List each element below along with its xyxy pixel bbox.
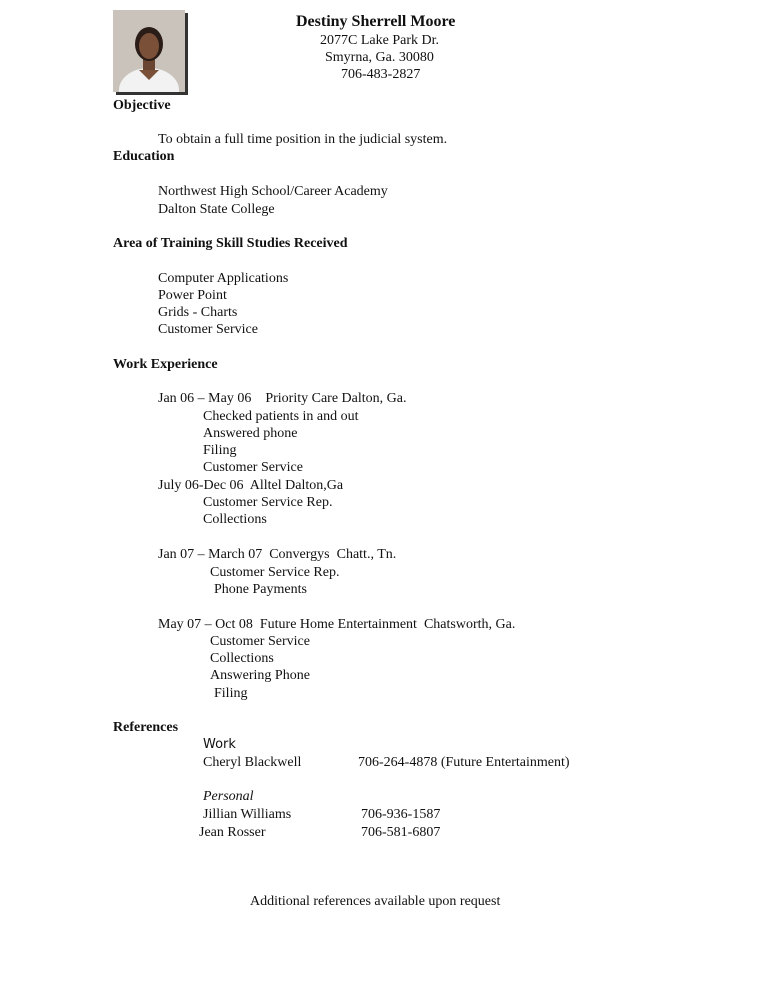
job-title: July 06-Dec 06 Alltel Dalton,Ga xyxy=(158,478,344,493)
reference-name: Cheryl Blackwell xyxy=(203,755,302,770)
job-duty: Collections xyxy=(210,651,274,666)
personal-references-label: Personal xyxy=(203,789,254,804)
job-duty: Answered phone xyxy=(203,426,298,441)
job-duty: Collections xyxy=(203,512,267,527)
reference-phone: 706-936-1587 xyxy=(361,807,441,822)
job-duty: Answering Phone xyxy=(210,668,310,683)
contact-phone: 706-483-2827 xyxy=(341,67,421,82)
portrait-photo xyxy=(113,10,185,92)
job-duty: Customer Service xyxy=(210,634,310,649)
job-title: May 07 – Oct 08 Future Home Entertainment Chatsworth, Ga. xyxy=(158,617,516,632)
work-experience-heading: Work Experience xyxy=(113,357,218,372)
education-heading: Education xyxy=(113,149,175,164)
applicant-name: Destiny Sherrell Moore xyxy=(296,13,456,30)
work-references-label: Work xyxy=(203,737,236,752)
address-line-2: Smyrna, Ga. 30080 xyxy=(325,50,434,65)
objective-heading: Objective xyxy=(113,98,171,113)
objective-text: To obtain a full time position in the judicial system. xyxy=(158,132,448,147)
references-heading: References xyxy=(113,720,179,735)
references-footer-note: Additional references available upon request xyxy=(250,894,501,909)
job-title: Jan 07 – March 07 Convergys Chatt., Tn. xyxy=(158,547,397,562)
job-duty: Checked patients in and out xyxy=(203,409,359,424)
reference-name: Jillian Williams xyxy=(203,807,292,822)
training-item: Customer Service xyxy=(158,322,258,337)
job-title: Jan 06 – May 06 Priority Care Dalton, Ga. xyxy=(158,391,407,406)
job-duty: Filing xyxy=(214,686,248,701)
job-duty: Customer Service xyxy=(203,460,303,475)
job-duty: Customer Service Rep. xyxy=(203,495,333,510)
training-item: Computer Applications xyxy=(158,271,289,286)
training-item: Grids - Charts xyxy=(158,305,238,320)
job-duty: Customer Service Rep. xyxy=(210,565,340,580)
education-item: Northwest High School/Career Academy xyxy=(158,184,388,199)
reference-phone: 706-264-4878 (Future Entertainment) xyxy=(358,755,570,770)
portrait-icon xyxy=(113,10,185,92)
job-duty: Filing xyxy=(203,443,237,458)
education-item: Dalton State College xyxy=(158,202,275,217)
reference-phone: 706-581-6807 xyxy=(361,825,441,840)
training-item: Power Point xyxy=(158,288,227,303)
job-duty: Phone Payments xyxy=(214,582,307,597)
address-line-1: 2077C Lake Park Dr. xyxy=(320,33,439,48)
training-heading: Area of Training Skill Studies Received xyxy=(113,236,348,251)
reference-name: Jean Rosser xyxy=(199,825,266,840)
